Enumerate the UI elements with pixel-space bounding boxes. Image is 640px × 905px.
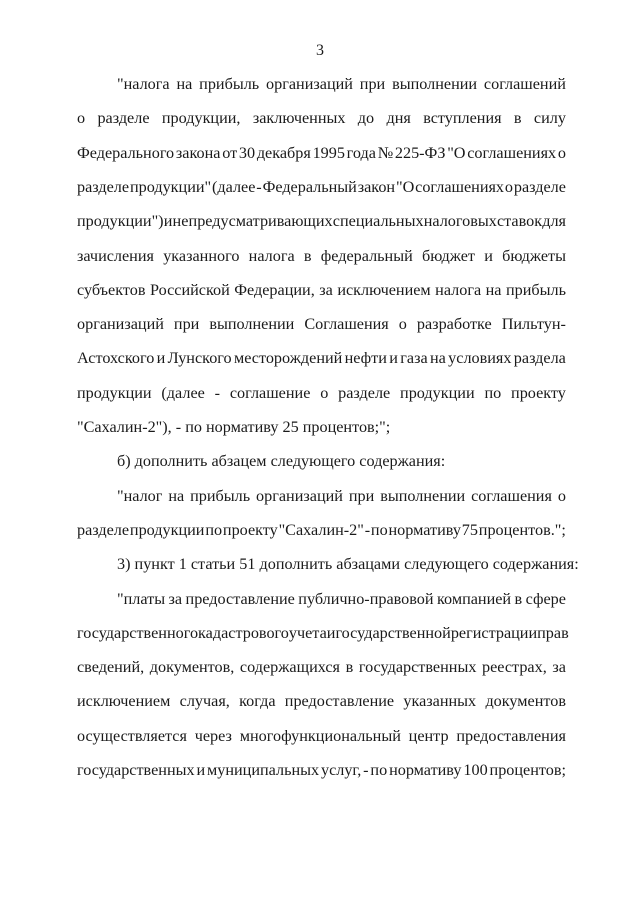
- text-line: продукции (далее - соглашение о разделе продукции по проекту: [77, 383, 566, 402]
- text-line: разделе продукции по проекту "Сахалин-2" - по нормативу 75 процентов.";: [77, 520, 566, 539]
- text-line: б) дополнить абзацем следующего содержания:: [117, 452, 446, 471]
- text-line: субъектов Российской Федерации, за исключением налога на прибыль: [77, 280, 566, 299]
- text-line: разделе продукции" (далее - Федеральный закон "О соглашениях о разделе: [77, 177, 566, 196]
- page-number: 3: [316, 42, 324, 59]
- text-line: Федерального закона от 30 декабря 1995 года № 225-ФЗ "О соглашениях о: [77, 143, 566, 162]
- text-line: "налог на прибыль организаций при выполнении соглашения о: [117, 486, 566, 505]
- text-line: государственного кадастрового учета и государственной регистрации прав: [77, 623, 569, 642]
- text-line: осуществляется через многофункциональный центр предоставления: [77, 726, 566, 745]
- text-line: сведений, документов, содержащихся в государственных реестрах, за: [77, 658, 566, 677]
- text-line: зачисления указанного налога в федеральный бюджет и бюджеты: [77, 246, 566, 265]
- text-line: 3) пункт 1 статьи 51 дополнить абзацами следующего содержания:: [117, 555, 579, 574]
- text-line: государственных и муниципальных услуг, - по нормативу 100 процентов;: [77, 761, 566, 779]
- text-line: "налога на прибыль организаций при выполнении соглашений: [117, 75, 566, 93]
- text-line: организаций при выполнении Соглашения о разработке Пильтун-: [77, 315, 566, 334]
- text-line: "платы за предоставление публично-правовой компанией в сфере: [117, 589, 566, 608]
- text-line: продукции") и не предусматривающих специальных налоговых ставок для: [77, 212, 566, 231]
- text-line: Астохского и Лунского месторождений нефти и газа на условиях раздела: [77, 349, 566, 368]
- text-line: о разделе продукции, заключенных до дня вступления в силу: [77, 109, 566, 128]
- text-line: "Сахалин-2"), - по нормативу 25 процентов;";: [77, 418, 391, 436]
- text-line: исключением случая, когда предоставление указанных документов: [77, 692, 566, 711]
